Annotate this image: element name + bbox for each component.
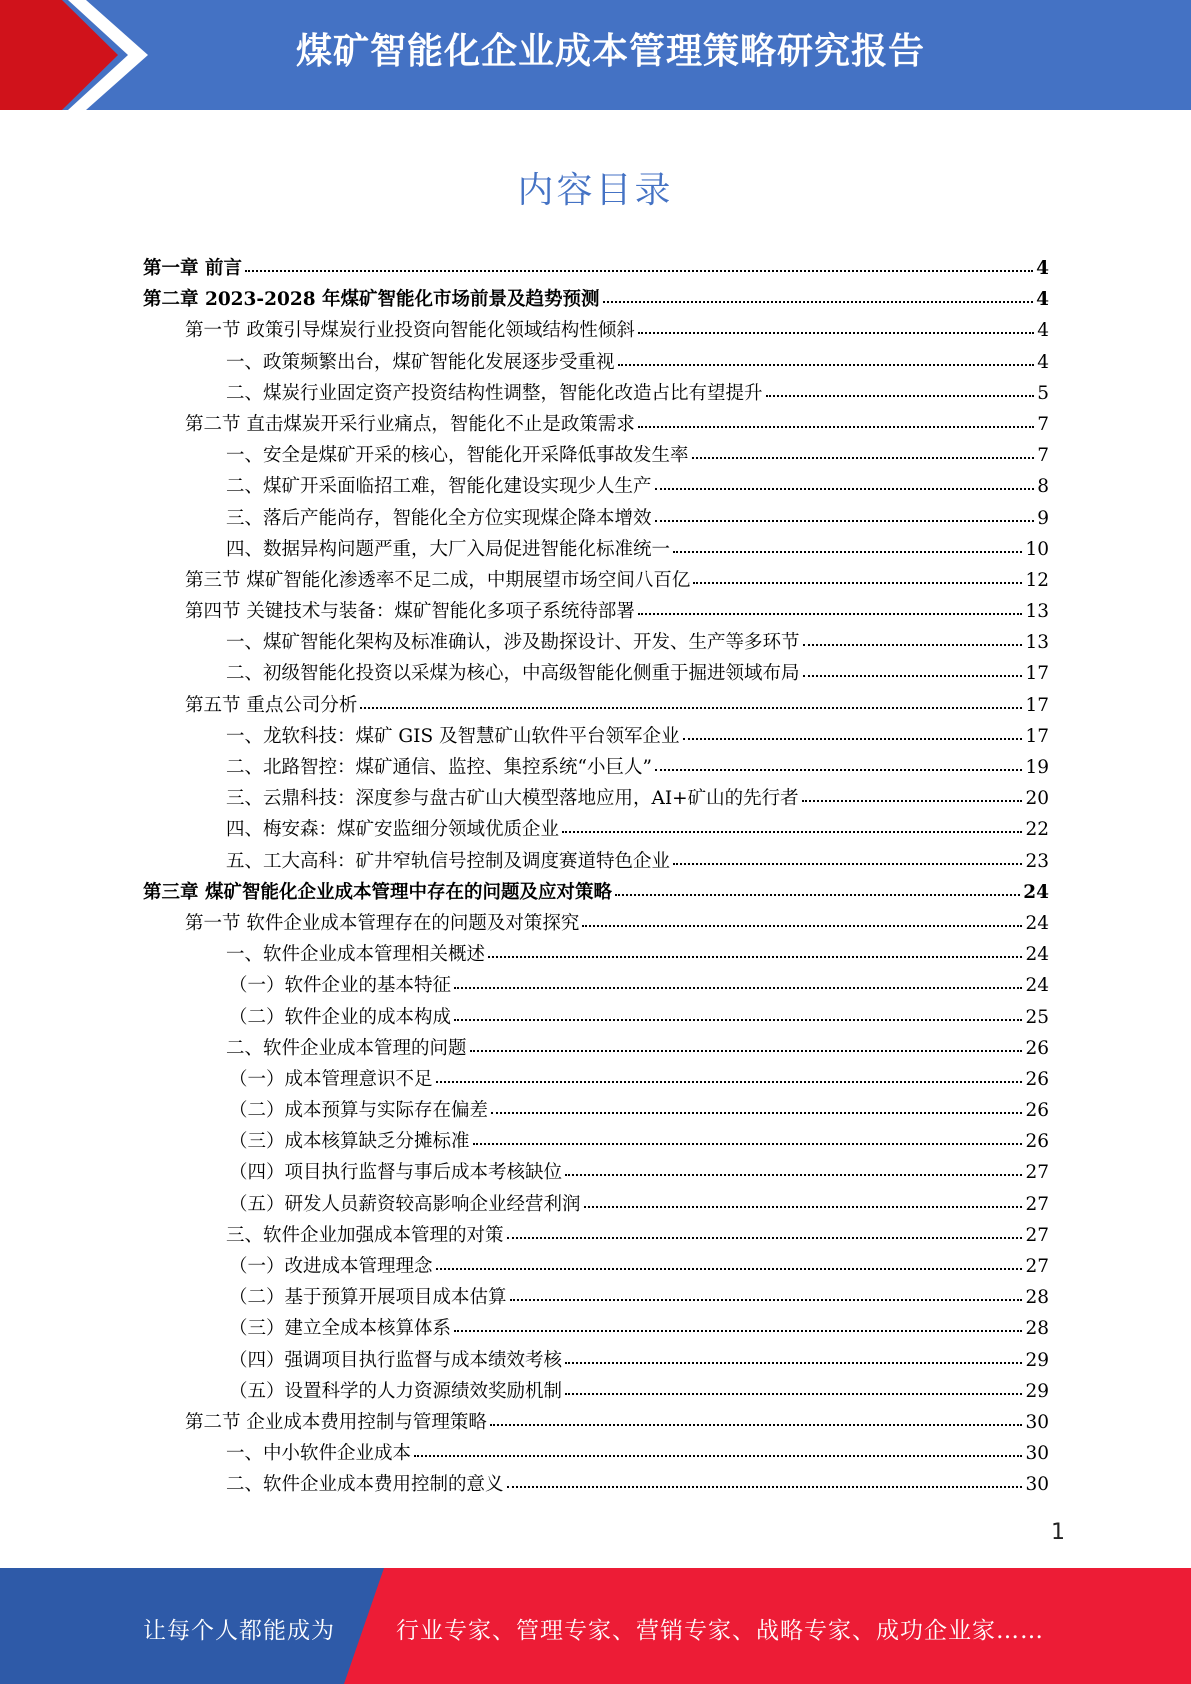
toc-leader-dots bbox=[638, 613, 1023, 615]
toc-entry[interactable] bbox=[0, 690, 1049, 721]
toc-entry[interactable] bbox=[0, 253, 1049, 284]
toc-leader-dots bbox=[565, 1362, 1022, 1364]
toc-leader-dots bbox=[803, 644, 1023, 646]
toc-entry-title: 一、政策频繁出台，煤矿智能化发展逐步受重视 bbox=[226, 351, 615, 373]
toc-leader-dots bbox=[683, 738, 1023, 740]
toc-entry-title: （二）基于预算开展项目成本估算 bbox=[229, 1287, 507, 1309]
toc-entry[interactable] bbox=[0, 1002, 1049, 1033]
toc-entry-page: 27 bbox=[1025, 1224, 1049, 1246]
toc-entry-page: 29 bbox=[1025, 1349, 1049, 1371]
toc-leader-dots bbox=[454, 1019, 1022, 1021]
toc-entry-page: 23 bbox=[1025, 850, 1049, 872]
toc-leader-dots bbox=[638, 426, 1034, 428]
toc-entry[interactable] bbox=[0, 565, 1049, 596]
toc-entry-page: 17 bbox=[1025, 725, 1049, 747]
footer-slogan-left: 让每个人都能成为 bbox=[143, 1618, 335, 1644]
header-arrow-decoration bbox=[0, 0, 160, 110]
toc-entry[interactable] bbox=[0, 1438, 1049, 1469]
toc-entry-title: （一）改进成本管理理念 bbox=[229, 1256, 433, 1277]
toc-entry-page: 27 bbox=[1025, 1193, 1049, 1215]
toc-entry[interactable] bbox=[0, 347, 1049, 378]
toc-leader-dots bbox=[655, 520, 1035, 522]
toc-leader-dots bbox=[562, 831, 1022, 833]
toc-entry-title: 四、梅安森：煤矿安监细分领域优质企业 bbox=[226, 819, 560, 841]
toc-leader-dots bbox=[473, 1143, 1023, 1145]
toc-leader-dots bbox=[692, 457, 1035, 459]
toc-entry[interactable] bbox=[0, 596, 1049, 627]
toc-leader-dots bbox=[436, 1081, 1023, 1083]
toc-entry[interactable] bbox=[0, 814, 1049, 845]
toc-entry-title: 第四节 关键技术与装备：煤矿智能化多项子系统待部署 bbox=[185, 601, 635, 623]
toc-entry[interactable] bbox=[0, 970, 1049, 1001]
toc-entry[interactable] bbox=[0, 1095, 1049, 1126]
toc-entry[interactable] bbox=[0, 503, 1049, 534]
page-number: 1 bbox=[1051, 1520, 1065, 1545]
toc-entry-title: （三）成本核算缺乏分摊标准 bbox=[229, 1131, 470, 1153]
toc-entry[interactable] bbox=[0, 471, 1049, 502]
toc-entry-title: 四、数据异构问题严重，大厂入局促进智能化标准统一 bbox=[226, 538, 671, 560]
toc-entry-title: （一）成本管理意识不足 bbox=[229, 1068, 433, 1090]
toc-leader-dots bbox=[436, 1268, 1023, 1270]
toc-entry-page: 4 bbox=[1037, 351, 1049, 373]
toc-entry[interactable] bbox=[0, 440, 1049, 471]
toc-entry-title: 三、软件企业加强成本管理的对策 bbox=[226, 1224, 504, 1246]
toc-entry-title: 五、工大高科：矿井窄轨信号控制及调度赛道特色企业 bbox=[226, 850, 671, 872]
toc-entry-title: 二、初级智能化投资以采煤为核心，中高级智能化侧重于掘进领域布局 bbox=[226, 663, 800, 685]
toc-entry-page: 30 bbox=[1025, 1443, 1049, 1465]
toc-leader-dots bbox=[693, 582, 1022, 584]
toc-entry-page: 27 bbox=[1025, 1256, 1049, 1277]
toc-leader-dots bbox=[507, 1486, 1023, 1488]
toc-entry-title: 三、落后产能尚存，智能化全方位实现煤企降本增效 bbox=[226, 507, 652, 529]
toc-leader-dots bbox=[565, 1393, 1022, 1395]
toc-leader-dots bbox=[584, 1206, 1023, 1208]
toc-entry[interactable] bbox=[0, 658, 1049, 689]
toc-leader-dots bbox=[454, 1330, 1022, 1332]
toc-entry-page: 4 bbox=[1037, 320, 1049, 342]
toc-entry-page: 30 bbox=[1025, 1411, 1049, 1433]
toc-entry[interactable] bbox=[0, 1033, 1049, 1064]
toc-leader-dots bbox=[673, 863, 1022, 865]
toc-entry-page: 24 bbox=[1025, 944, 1049, 966]
toc-entry-page: 24 bbox=[1025, 912, 1049, 934]
toc-leader-dots bbox=[565, 1174, 1022, 1176]
toc-leader-dots bbox=[766, 395, 1035, 397]
toc-entry-page: 17 bbox=[1025, 694, 1049, 716]
toc-entry-title: （二）成本预算与实际存在偏差 bbox=[229, 1100, 489, 1122]
toc-entry-page: 24 bbox=[1025, 975, 1049, 997]
toc-entry-page: 26 bbox=[1025, 1068, 1049, 1090]
toc-entry[interactable] bbox=[0, 1189, 1049, 1220]
toc-leader-dots bbox=[615, 894, 1020, 896]
toc-entry-page: 30 bbox=[1025, 1474, 1049, 1496]
toc-leader-dots bbox=[803, 675, 1023, 677]
toc-entry-title: （三）建立全成本核算体系 bbox=[229, 1318, 452, 1340]
toc-entry-title: （一）软件企业的基本特征 bbox=[229, 975, 452, 997]
toc-entry-title: 三、云鼎科技：深度参与盘古矿山大模型落地应用，AI+矿山的先行者 bbox=[226, 788, 799, 810]
toc-entry-page: 9 bbox=[1037, 507, 1049, 529]
toc-entry-page: 26 bbox=[1025, 1037, 1049, 1059]
toc-entry[interactable] bbox=[0, 1064, 1049, 1095]
toc-entry-title: 第三节 煤矿智能化渗透率不足二成，中期展望市场空间八百亿 bbox=[185, 569, 691, 591]
toc-heading: 内容目录 bbox=[517, 170, 674, 211]
toc-leader-dots bbox=[507, 1237, 1023, 1239]
toc-entry-page: 13 bbox=[1025, 601, 1049, 623]
toc-entry-page: 27 bbox=[1025, 1162, 1049, 1184]
toc-entry-title: 第二章 2023-2028 年煤矿智能化市场前景及趋势预测 bbox=[143, 289, 600, 311]
toc-entry[interactable] bbox=[0, 1220, 1049, 1251]
toc-entry-title: 一、安全是煤矿开采的核心，智能化开采降低事故发生率 bbox=[226, 445, 689, 467]
toc-entry-title: 一、龙软科技：煤矿 GIS 及智慧矿山软件平台领军企业 bbox=[226, 725, 680, 747]
toc-entry[interactable] bbox=[0, 908, 1049, 939]
toc-entry-page: 26 bbox=[1025, 1131, 1049, 1153]
toc-entry-page: 12 bbox=[1025, 569, 1049, 591]
toc-entry[interactable] bbox=[0, 378, 1049, 409]
toc-leader-dots bbox=[618, 364, 1035, 366]
toc-leader-dots bbox=[655, 488, 1035, 490]
toc-entry-page: 26 bbox=[1025, 1100, 1049, 1122]
toc-entry-title: 一、软件企业成本管理相关概述 bbox=[226, 944, 486, 966]
toc-leader-dots bbox=[360, 707, 1022, 709]
toc-entry-page: 28 bbox=[1025, 1318, 1049, 1340]
toc-entry-page: 13 bbox=[1025, 632, 1049, 654]
toc-entry-title: 第三章 煤矿智能化企业成本管理中存在的问题及应对策略 bbox=[143, 881, 612, 903]
toc-entry[interactable] bbox=[0, 409, 1049, 440]
toc-entry[interactable] bbox=[0, 783, 1049, 814]
toc-leader-dots bbox=[655, 769, 1023, 771]
toc-entry-page: 29 bbox=[1025, 1380, 1049, 1402]
toc-entry[interactable] bbox=[0, 846, 1049, 877]
toc-entry[interactable] bbox=[0, 315, 1049, 346]
toc-entry-page: 22 bbox=[1025, 819, 1049, 841]
footer-slogan-right: 行业专家、管理专家、营销专家、战略专家、成功企业家…… bbox=[396, 1618, 1044, 1644]
toc-entry[interactable] bbox=[0, 752, 1049, 783]
toc-entry[interactable] bbox=[0, 1345, 1049, 1376]
toc-entry-title: 二、北路智控：煤矿通信、监控、集控系统“小巨人” bbox=[226, 757, 652, 778]
toc-entry-title: 第一章 前言 bbox=[143, 258, 242, 279]
toc-leader-dots bbox=[582, 925, 1022, 927]
toc-entry-page: 19 bbox=[1025, 757, 1049, 778]
report-title: 煤矿智能化企业成本管理策略研究报告 bbox=[296, 31, 926, 72]
toc-leader-dots bbox=[491, 1112, 1022, 1114]
toc-entry-title: （二）软件企业的成本构成 bbox=[229, 1006, 452, 1028]
toc-entry-page: 4 bbox=[1036, 289, 1049, 311]
toc-entry-title: （五）设置科学的人力资源绩效奖励机制 bbox=[229, 1380, 563, 1402]
toc-entry-title: 二、软件企业成本费用控制的意义 bbox=[226, 1474, 504, 1496]
toc-entry-page: 24 bbox=[1023, 881, 1049, 903]
toc-entry-title: 第二节 直击煤炭开采行业痛点，智能化不止是政策需求 bbox=[185, 413, 635, 435]
toc-leader-dots bbox=[802, 800, 1023, 802]
toc-leader-dots bbox=[490, 1424, 1023, 1426]
table-of-contents bbox=[0, 253, 1191, 1501]
toc-entry[interactable] bbox=[0, 1469, 1049, 1500]
toc-leader-dots bbox=[454, 987, 1022, 989]
toc-entry-page: 10 bbox=[1025, 538, 1049, 560]
toc-entry[interactable] bbox=[0, 1282, 1049, 1313]
toc-entry[interactable] bbox=[0, 1313, 1049, 1344]
toc-entry-page: 28 bbox=[1025, 1287, 1049, 1309]
toc-entry[interactable] bbox=[0, 939, 1049, 970]
toc-entry[interactable] bbox=[0, 284, 1049, 315]
toc-leader-dots bbox=[510, 1299, 1023, 1301]
toc-entry-title: 一、煤矿智能化架构及标准确认，涉及勘探设计、开发、生产等多环节 bbox=[226, 632, 800, 654]
toc-entry[interactable] bbox=[0, 1126, 1049, 1157]
toc-leader-dots bbox=[603, 301, 1034, 303]
toc-entry-title: 二、煤矿开采面临招工难，智能化建设实现少人生产 bbox=[226, 476, 652, 498]
toc-entry[interactable] bbox=[0, 1407, 1049, 1438]
toc-leader-dots bbox=[414, 1455, 1022, 1457]
toc-entry-page: 7 bbox=[1037, 413, 1049, 435]
toc-entry-page: 5 bbox=[1037, 382, 1049, 404]
toc-entry[interactable] bbox=[0, 721, 1049, 752]
toc-leader-dots bbox=[638, 332, 1034, 334]
toc-entry-title: （四）强调项目执行监督与成本绩效考核 bbox=[229, 1349, 563, 1371]
toc-entry[interactable] bbox=[0, 627, 1049, 658]
toc-entry-title: 一、中小软件企业成本 bbox=[226, 1443, 412, 1465]
toc-entry[interactable] bbox=[0, 1251, 1049, 1282]
toc-entry-page: 20 bbox=[1025, 788, 1049, 810]
toc-entry[interactable] bbox=[0, 1157, 1049, 1188]
toc-leader-dots bbox=[470, 1050, 1023, 1052]
toc-entry-page: 17 bbox=[1025, 663, 1049, 685]
toc-entry-title: 二、煤炭行业固定资产投资结构性调整，智能化改造占比有望提升 bbox=[226, 382, 763, 404]
toc-entry[interactable] bbox=[0, 877, 1049, 908]
toc-entry-title: （四）项目执行监督与事后成本考核缺位 bbox=[229, 1162, 563, 1184]
toc-entry-page: 7 bbox=[1037, 445, 1049, 467]
toc-entry-title: 第二节 企业成本费用控制与管理策略 bbox=[185, 1411, 487, 1433]
toc-entry[interactable] bbox=[0, 534, 1049, 565]
toc-entry-page: 8 bbox=[1037, 476, 1049, 498]
toc-entry[interactable] bbox=[0, 1376, 1049, 1407]
toc-entry-page: 25 bbox=[1025, 1006, 1049, 1028]
toc-entry-page: 4 bbox=[1036, 258, 1049, 279]
toc-entry-title: （五）研发人员薪资较高影响企业经营利润 bbox=[229, 1193, 581, 1215]
toc-leader-dots bbox=[488, 956, 1022, 958]
toc-entry-title: 第一节 政策引导煤炭行业投资向智能化领域结构性倾斜 bbox=[185, 320, 635, 342]
toc-entry-title: 第五节 重点公司分析 bbox=[185, 694, 358, 716]
toc-entry-title: 二、软件企业成本管理的问题 bbox=[226, 1037, 467, 1059]
toc-leader-dots bbox=[673, 551, 1022, 553]
toc-entry-title: 第一节 软件企业成本管理存在的问题及对策探究 bbox=[185, 912, 580, 934]
toc-leader-dots bbox=[245, 270, 1033, 272]
